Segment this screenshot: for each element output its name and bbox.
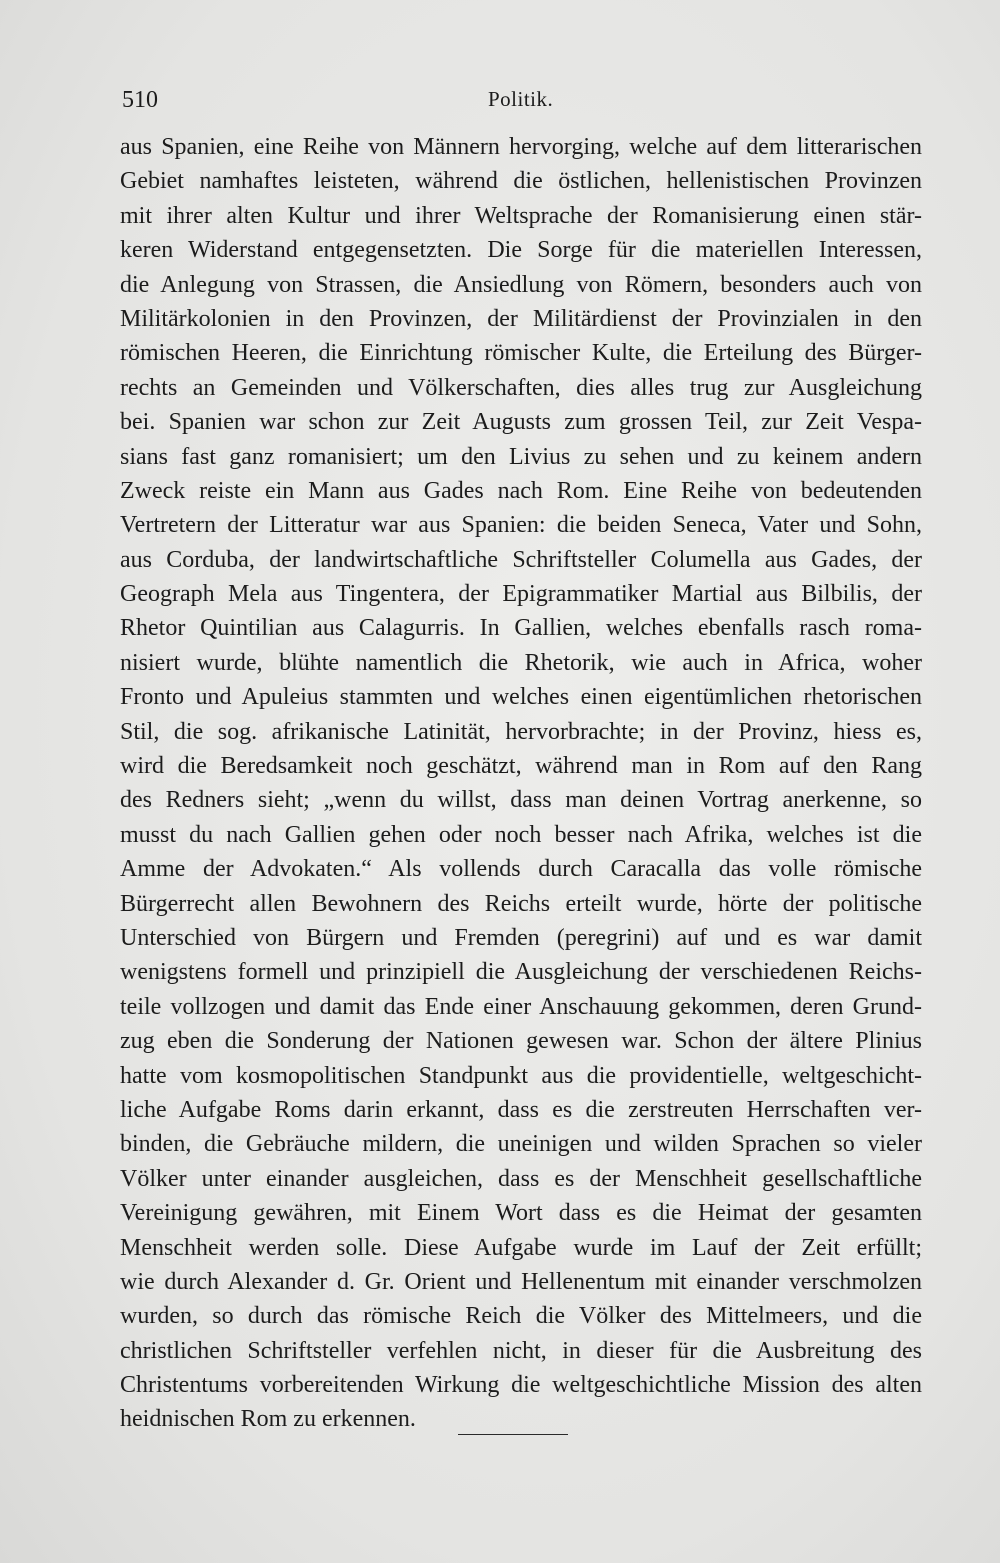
text-line: hatte vom kosmopolitischen Standpunkt aus die providentielle, weltgeschicht- <box>120 1062 922 1089</box>
text-line: Menschheit werden solle. Diese Aufgabe wurde im Lauf der Zeit erfüllt; <box>120 1234 922 1261</box>
text-line: aus Corduba, der landwirtschaftliche Schriftsteller Columella aus Gades, der <box>120 546 922 573</box>
text-line: Vereinigung gewähren, mit Einem Wort dass es die Heimat der gesamten <box>120 1200 922 1227</box>
text-line: Unterschied von Bürgern und Fremden (peregrini) auf und es war damit <box>120 924 922 951</box>
page-number: 510 <box>122 87 158 113</box>
text-line: wird die Beredsamkeit noch geschätzt, während man in Rom auf den Rang <box>120 753 922 780</box>
text-line: heidnischen Rom zu erkennen. <box>120 1406 416 1433</box>
text-line: Geograph Mela aus Tingentera, der Epigrammatiker Martial aus Bilbilis, der <box>120 581 922 608</box>
text-line: christlichen Schriftsteller verfehlen nicht, in dieser für die Ausbreitung des <box>120 1337 922 1364</box>
text-line: aus Spanien, eine Reihe von Männern hervorging, welche auf dem litterarischen <box>120 134 922 160</box>
text-line: liche Aufgabe Roms darin erkannt, dass es die zerstreuten Herrschaften ver- <box>120 1096 922 1123</box>
text-line: keren Widerstand entgegensetzten. Die Sorge für die materiellen Interessen, <box>120 237 922 264</box>
text-line: Fronto und Apuleius stammten und welches einen eigentümlichen rhetorischen <box>120 684 922 711</box>
text-line: Militärkolonien in den Provinzen, der Militärdienst der Provinzialen in den <box>120 305 922 332</box>
text-line: bei. Spanien war schon zur Zeit Augusts zum grossen Teil, zur Zeit Vespa- <box>120 409 922 436</box>
text-line: römischen Heeren, die Einrichtung römischer Kulte, die Erteilung des Bürger- <box>120 340 922 367</box>
body-text <box>120 130 922 1437</box>
text-line: mit ihrer alten Kultur und ihrer Weltsprache der Romanisierung einen stär- <box>120 202 922 229</box>
end-rule <box>458 1434 568 1435</box>
text-line: wurden, so durch das römische Reich die Völker des Mittelmeers, und die <box>120 1303 922 1330</box>
text-line: zug eben die Sonderung der Nationen gewesen war. Schon der ältere Plinius <box>120 1028 922 1055</box>
text-line: sians fast ganz romanisiert; um den Livius zu sehen und zu keinem andern <box>120 443 922 470</box>
text-line: Völker unter einander ausgleichen, dass es der Menschheit gesellschaftliche <box>120 1165 922 1192</box>
text-line: rechts an Gemeinden und Völkerschaften, dies alles trug zur Ausgleichung <box>120 374 922 401</box>
text-line: binden, die Gebräuche mildern, die uneinigen und wilden Sprachen so vieler <box>120 1131 922 1158</box>
text-line: Zweck reiste ein Mann aus Gades nach Rom. Eine Reihe von bedeutenden <box>120 477 922 504</box>
text-line: wenigstens formell und prinzipiell die Ausgleichung der verschiedenen Reichs- <box>120 959 922 986</box>
text-line: des Redners sieht; „wenn du willst, dass man deinen Vortrag anerkenne, so <box>120 787 922 814</box>
text-line: nisiert wurde, blühte namentlich die Rhetorik, wie auch in Africa, woher <box>120 649 922 676</box>
text-line: die Anlegung von Strassen, die Ansiedlung von Römern, besonders auch von <box>120 271 922 298</box>
text-line: teile vollzogen und damit das Ende einer Anschauung gekommen, deren Grund- <box>120 993 922 1020</box>
page-header <box>122 84 922 116</box>
text-line: Amme der Advokaten.“ Als vollends durch Caracalla das volle römische <box>120 856 922 883</box>
text-line: Christentums vorbereitenden Wirkung die weltgeschichtliche Mission des alten <box>120 1372 922 1399</box>
text-line: Rhetor Quintilian aus Calagurris. In Gallien, welches ebenfalls rasch roma- <box>120 615 922 642</box>
text-line: wie durch Alexander d. Gr. Orient und Hellenentum mit einander verschmolzen <box>120 1268 922 1295</box>
text-line: Gebiet namhaftes leisteten, während die östlichen, hellenistischen Provinzen <box>120 168 922 195</box>
running-head: Politik. <box>488 87 554 111</box>
text-line: musst du nach Gallien gehen oder noch besser nach Afrika, welches ist die <box>120 821 922 848</box>
text-line: Stil, die sog. afrikanische Latinität, hervorbrachte; in der Provinz, hiess es, <box>120 718 922 745</box>
text-line: Bürgerrecht allen Bewohnern des Reichs erteilt wurde, hörte der politische <box>120 890 922 917</box>
text-line: Vertretern der Litteratur war aus Spanien: die beiden Seneca, Vater und Sohn, <box>120 512 922 539</box>
